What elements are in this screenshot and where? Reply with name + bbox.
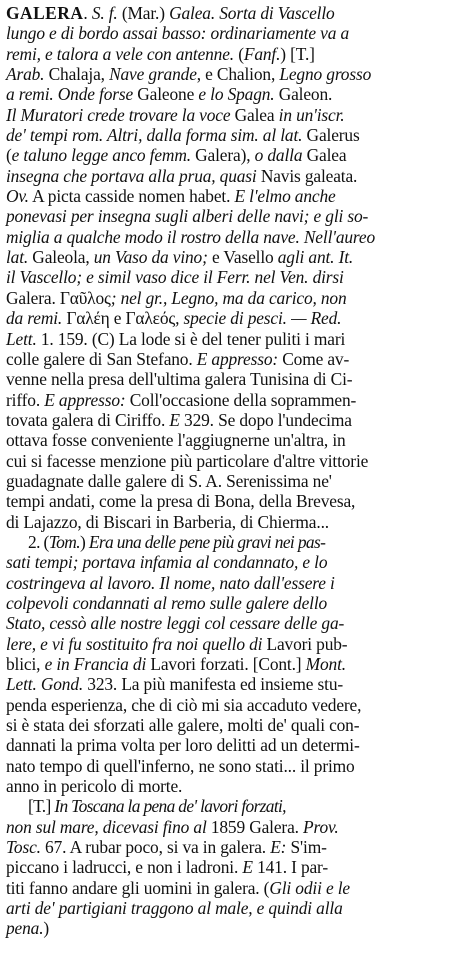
text-line xyxy=(6,206,465,226)
text-line xyxy=(6,3,465,23)
text-run: , e Chalion, xyxy=(196,64,280,85)
text-line xyxy=(6,532,465,552)
text-run: E: xyxy=(270,837,287,858)
text-run: (Mar.) xyxy=(117,3,170,23)
text-run: miglia a qualche modo il rostro della nave. Nell'aureo xyxy=(6,226,375,247)
text-run: tempi andati, come la presa di Bona, della Brevesa, xyxy=(6,491,356,512)
text-run: da remi. xyxy=(6,308,63,329)
text-run: remi, e talora a vele con antenne. xyxy=(6,43,234,64)
text-line xyxy=(6,552,465,572)
text-run: ponevasi per insegna sugli alberi delle navi; e gli so- xyxy=(6,206,369,227)
text-run: Navis galeata. xyxy=(256,165,358,186)
text-line xyxy=(6,776,465,796)
text-run: ; nel gr., Legno, ma da carico, non xyxy=(110,287,347,308)
text-run: pena. xyxy=(6,918,44,939)
text-line xyxy=(6,369,465,389)
text-run: penda esperienza, che di ciò mi sia accaduto vedere, xyxy=(6,694,362,715)
text-run: Stato, cessò alle nostre leggi col cessare delle ga- xyxy=(6,613,345,634)
text-line xyxy=(6,674,465,694)
text-line xyxy=(6,837,465,857)
text-run: 141. I par- xyxy=(252,857,328,878)
text-run: In Toscana la pena de' lavori forzati, xyxy=(54,796,286,817)
text-line xyxy=(6,23,465,43)
text-run: 1859 Galera. xyxy=(206,816,304,837)
text-run: Arab. xyxy=(6,64,45,85)
text-run: Galerus xyxy=(302,125,360,146)
text-run: Mont. xyxy=(305,654,346,674)
text-run: Chalaja, xyxy=(44,64,110,85)
text-run: Lett. Gond. xyxy=(6,674,84,695)
text-line xyxy=(6,329,465,349)
text-line xyxy=(6,430,465,450)
text-run: 323. La più manifesta ed insieme stu- xyxy=(83,674,344,695)
text-run: Gli odii e le xyxy=(269,877,350,898)
text-run: riffo. xyxy=(6,389,45,410)
text-run: 2. ( xyxy=(28,531,49,552)
text-run: ( xyxy=(234,43,244,64)
text-run: si è stata dei sforzati alle galere, molti de' quali con- xyxy=(6,715,360,736)
text-run: Galea xyxy=(230,104,279,125)
text-line xyxy=(6,715,465,735)
text-line xyxy=(6,44,465,64)
text-run: Legno grosso xyxy=(279,64,372,85)
text-line xyxy=(6,796,465,816)
text-run: piccano i ladrucci, e non i ladroni. xyxy=(6,857,243,878)
text-run: Lavori pub- xyxy=(262,633,348,654)
text-run: Galeone xyxy=(133,84,199,105)
text-run: S'im- xyxy=(286,837,327,858)
text-line xyxy=(6,308,465,328)
text-run: lungo e di bordo assai basso: ordinariamente va a xyxy=(6,23,350,44)
text-run: Come av- xyxy=(278,348,350,369)
text-line xyxy=(6,84,465,104)
text-run: il Vascello; e simil vaso dice il Ferr. nel Ven. dirsi xyxy=(6,267,344,288)
text-run: ) [T.] xyxy=(280,43,315,64)
text-line xyxy=(6,756,465,776)
text-run: Γαλέη e Γαλεός xyxy=(62,308,176,329)
text-line xyxy=(6,227,465,247)
text-run: e in Francia di xyxy=(44,654,147,674)
text-run: non sul mare, dicevasi fino al xyxy=(6,816,207,837)
headword: GALERA xyxy=(6,3,84,23)
text-line xyxy=(6,735,465,755)
text-run: Galera. xyxy=(6,287,60,308)
text-line xyxy=(6,491,465,511)
text-line xyxy=(6,166,465,186)
text-run: . xyxy=(83,3,92,23)
text-line xyxy=(6,857,465,877)
text-run: e Vasello xyxy=(207,247,278,268)
text-line xyxy=(6,186,465,206)
text-run: ( xyxy=(6,145,12,166)
text-line xyxy=(6,654,465,674)
text-line xyxy=(6,64,465,84)
text-run: colpevoli condannati al remo sulle galere dello xyxy=(6,592,328,613)
text-run: venne nella presa dell'ultima galera Tunisina di Ci- xyxy=(6,369,353,390)
text-line xyxy=(6,918,465,938)
text-run: Galea. Sorta di Vascello xyxy=(169,3,335,23)
text-run: Γαῦλος xyxy=(59,287,111,308)
text-run: e taluno legge anco femm. xyxy=(11,145,191,166)
text-run: Prov. xyxy=(303,816,339,837)
text-line xyxy=(6,247,465,267)
text-line xyxy=(6,145,465,165)
text-run: sati tempi; portava infamia al condannato, e lo xyxy=(6,552,328,573)
text-run: agli ant. It. xyxy=(277,247,354,268)
text-run: Coll'occasione della soprammen- xyxy=(125,389,357,410)
text-run: arti de' partigiani traggono al male, e quindi alla xyxy=(6,898,343,919)
text-run: de' tempi rom. Altri, dalla forma sim. al lat. xyxy=(6,125,303,146)
text-run: 1. 159. (C) La lode si è del tener puliti i mari xyxy=(36,328,346,349)
text-run: Nave grande xyxy=(109,64,197,85)
text-run: dannati la prima volta per loro delitti ad un determi- xyxy=(6,735,360,756)
text-run: [T.] xyxy=(28,796,55,817)
text-line xyxy=(6,898,465,918)
text-run: in un'iscr. xyxy=(278,104,345,125)
text-line xyxy=(6,390,465,410)
text-run: lere, e vi fu sostituito fra noi quello di xyxy=(6,633,263,654)
text-run: blici, xyxy=(6,654,45,674)
text-line xyxy=(6,288,465,308)
text-run: A picta casside nomen habet. xyxy=(28,186,235,207)
dictionary-entry-galera xyxy=(6,3,465,939)
text-run: ) xyxy=(43,918,50,939)
text-run: o dalla xyxy=(254,145,303,166)
text-run: Il Muratori crede trovare la voce xyxy=(6,104,231,125)
text-run: anno in pericolo di morte. xyxy=(6,776,183,797)
text-run: tovata galera di Ciriffo. xyxy=(6,409,170,430)
text-run: , specie di pesci. — Red. xyxy=(175,308,342,329)
text-run: a remi. Onde forse xyxy=(6,84,134,105)
text-run: titi fanno andare gli uomini in galera. ( xyxy=(6,877,270,898)
text-line xyxy=(6,105,465,125)
text-line xyxy=(6,125,465,145)
text-line xyxy=(6,512,465,532)
text-run: insegna che portava alla prua, quasi xyxy=(6,165,257,186)
text-run: Galeon. xyxy=(274,84,333,105)
text-line xyxy=(6,451,465,471)
text-run: guadagnate dalle galere di S. A. Serenissima ne' xyxy=(6,470,332,491)
text-line xyxy=(6,613,465,633)
text-run: Tom. xyxy=(48,531,80,552)
text-run: Tosc. xyxy=(6,837,41,858)
text-line xyxy=(6,573,465,593)
text-run: Fanf. xyxy=(243,43,281,64)
text-line xyxy=(6,593,465,613)
text-line xyxy=(6,349,465,369)
text-run: colle galere di San Stefano. xyxy=(6,348,197,369)
text-line xyxy=(6,267,465,287)
text-line xyxy=(6,695,465,715)
text-run: cui si facesse menzione più particolare d'altre vittorie xyxy=(6,450,369,471)
text-run: E xyxy=(169,409,180,430)
text-run: E appresso: xyxy=(44,389,126,410)
text-run: e lo Spagn. xyxy=(198,84,275,105)
text-run: 67. A rubar poco, si va in galera. xyxy=(40,837,271,858)
text-run: di Lajazzo, di Biscari in Barberia, di Chierma... xyxy=(6,511,329,532)
text-run: lat. xyxy=(6,247,29,268)
text-run: Galea xyxy=(302,145,347,166)
text-run: E xyxy=(242,857,253,878)
text-line xyxy=(6,634,465,654)
text-line xyxy=(6,878,465,898)
text-line xyxy=(6,410,465,430)
text-run: E l'elmo anche xyxy=(234,186,336,207)
text-run: nato tempo di quell'inferno, ne sono stati... il primo xyxy=(6,755,355,776)
text-run: E appresso: xyxy=(196,348,279,369)
text-run: Lett. xyxy=(6,328,37,349)
text-run: Era una delle pene più gravi nei pas- xyxy=(88,531,326,552)
text-run: S. f. xyxy=(91,3,118,23)
text-line xyxy=(6,471,465,491)
text-run: Galera), xyxy=(190,145,255,166)
text-run: Ov. xyxy=(6,186,29,207)
text-line xyxy=(6,817,465,837)
text-run: ottava fosse conveniente l'aggiugnerne un'altra, in xyxy=(6,430,346,451)
text-run: Galeola, xyxy=(28,247,94,268)
text-run: 329. Se dopo l'undecima xyxy=(179,409,352,430)
text-run: ) xyxy=(79,531,89,552)
text-run: costringeva al lavoro. Il nome, nato dall'essere i xyxy=(6,572,335,593)
text-run: un Vaso da vino; xyxy=(93,247,208,268)
text-run: Lavori forzati. [Cont.] xyxy=(146,654,306,674)
